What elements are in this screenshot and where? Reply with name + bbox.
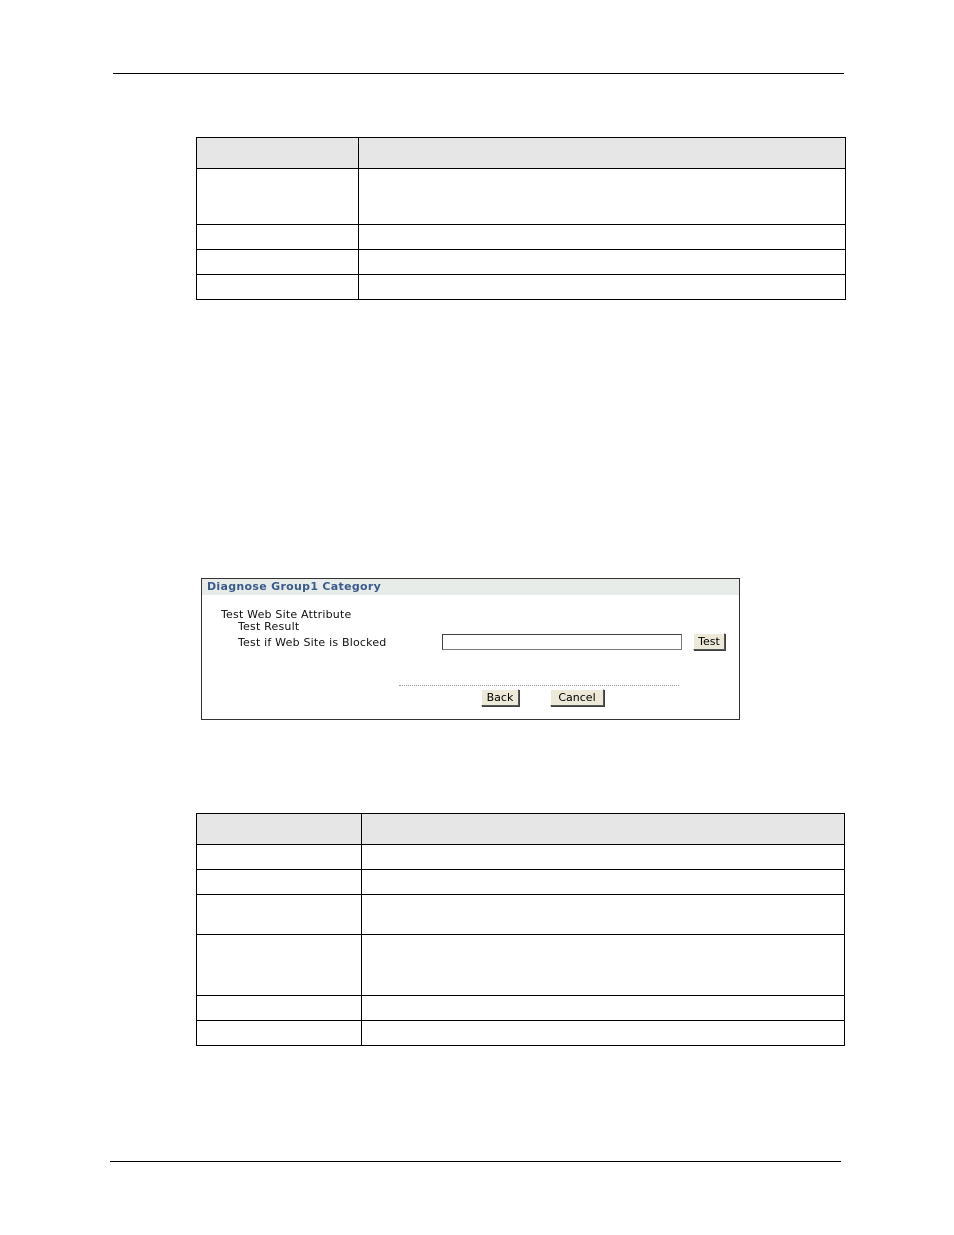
header-rule [113,73,844,74]
table-row [197,996,845,1021]
table-row [197,935,845,996]
bottom-table-header-description [362,814,845,845]
bottom-table-header-label [197,814,362,845]
table-cell [197,169,359,225]
table-row [197,895,845,935]
bottom-table [196,813,845,1046]
section-label: Test Web Site Attribute [221,608,352,621]
top-table-header-label [197,138,359,169]
table-row [197,225,846,250]
table-row [197,169,846,225]
table-row [197,275,846,300]
table-cell [359,250,846,275]
divider [399,685,679,686]
table-cell [359,169,846,225]
table-cell [362,935,845,996]
table-cell [197,845,362,870]
top-table-header-description [359,138,846,169]
table-cell [359,225,846,250]
table-cell [197,250,359,275]
table-cell [197,225,359,250]
cancel-button[interactable]: Cancel [550,689,604,706]
diagnose-panel [201,578,740,720]
table-cell [197,1021,362,1046]
table-cell [197,935,362,996]
back-button[interactable]: Back [481,689,519,706]
table-row [197,250,846,275]
table-cell [197,870,362,895]
blocked-label: Test if Web Site is Blocked [238,636,387,649]
footer-rule [110,1161,841,1162]
panel-title: Diagnose Group1 Category [202,579,739,595]
table-cell [197,275,359,300]
url-input[interactable] [442,634,682,650]
table-row [197,1021,845,1046]
table-cell [197,895,362,935]
table-cell [362,895,845,935]
table-cell [362,1021,845,1046]
table-cell [362,870,845,895]
table-row [197,845,845,870]
test-button[interactable]: Test [693,633,725,650]
table-cell [197,996,362,1021]
table-cell [362,996,845,1021]
top-table [196,137,846,300]
table-cell [362,845,845,870]
test-result-label: Test Result [238,620,300,633]
table-cell [359,275,846,300]
table-row [197,870,845,895]
